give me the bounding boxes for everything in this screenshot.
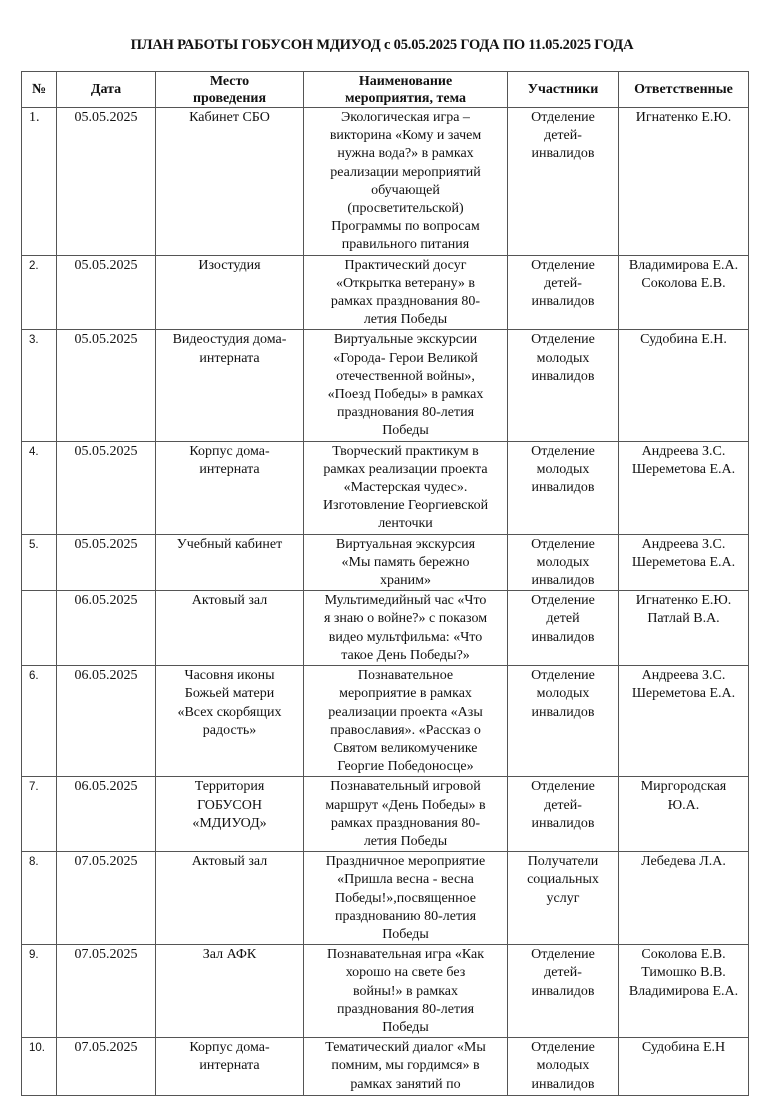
row-responsible	[619, 1038, 749, 1096]
event-line: Познавательное	[357, 668, 454, 684]
responsible-line: Владимирова Е.А.	[628, 257, 739, 273]
row-participants	[508, 945, 619, 1038]
participants-line: детей-	[544, 797, 582, 813]
event-line: я знаю о войне?» с показом	[323, 611, 488, 627]
event-line: войны!» в рамках	[352, 983, 459, 999]
participants-line: молодых	[536, 1058, 590, 1074]
row-number: 3.	[22, 330, 57, 441]
row-date: 06.05.2025	[57, 666, 156, 777]
event-line: Экологическая игра –	[341, 110, 470, 125]
participants-line: инвалидов	[531, 983, 595, 999]
row-participants	[508, 1038, 619, 1096]
event-line: Тематический диалог «Мы	[325, 1040, 486, 1056]
header-num: №	[22, 72, 57, 108]
table-row	[22, 777, 749, 852]
event-line: ленточки	[378, 516, 433, 532]
event-line: Праздничное мероприятие	[325, 854, 486, 870]
event-line: «Поезд Победы» в рамках	[327, 387, 484, 403]
participants-line: детей-	[544, 965, 582, 981]
event-line: «Пришла весна - весна	[337, 872, 474, 888]
participants-line: инвалидов	[531, 294, 595, 310]
responsible-line: Игнатенко Е.Ю.	[635, 593, 732, 609]
event-line: храним»	[379, 573, 432, 589]
place-line: Корпус дома-	[189, 443, 270, 459]
header-participants: Участники	[508, 72, 619, 108]
row-date: 05.05.2025	[57, 108, 156, 256]
responsible-line: Судобина Е.Н.	[640, 332, 727, 348]
responsible-line: Владимирова Е.А.	[628, 983, 739, 999]
row-event	[304, 1038, 508, 1096]
place-line: «МДИУОД»	[192, 815, 267, 831]
place-line: интерната	[199, 461, 260, 477]
place-line: Актовый зал	[191, 593, 268, 609]
participants-line: молодых	[536, 686, 590, 702]
table-body	[22, 108, 749, 1096]
row-participants	[508, 441, 619, 534]
participants-line: инвалидов	[531, 480, 595, 496]
participants-line: детей	[546, 611, 580, 627]
row-place	[156, 1038, 304, 1096]
header-place-line: проведения	[192, 90, 267, 106]
event-line: Познавательный игровой	[330, 779, 481, 795]
place-line: Учебный кабинет	[176, 536, 283, 552]
event-line: Творческий практикум в	[332, 443, 479, 459]
row-responsible	[619, 441, 749, 534]
event-line: празднованию 80-летия	[334, 908, 477, 924]
row-date: 05.05.2025	[57, 534, 156, 591]
event-line: такое День Победы?»	[341, 647, 470, 663]
responsible-line: Игнатенко Е.Ю.	[635, 110, 732, 125]
row-number: 7.	[22, 777, 57, 852]
responsible-line: Соколова Е.В.	[641, 275, 726, 291]
event-line: летия Победы	[363, 833, 448, 849]
table-row	[22, 1038, 749, 1096]
place-line: Божьей матери	[184, 686, 275, 702]
row-number: 5.	[22, 534, 57, 591]
event-line: мероприятие в рамках	[339, 686, 472, 702]
participants-line: инвалидов	[531, 1076, 595, 1092]
table-row	[22, 666, 749, 777]
work-plan-table	[21, 71, 749, 1096]
row-participants	[508, 108, 619, 256]
responsible-line: Миргородская	[640, 779, 727, 795]
participants-line: детей-	[544, 275, 582, 291]
responsible-line: Соколова Е.В.	[641, 947, 726, 963]
place-line: Изостудия	[198, 257, 261, 273]
event-line: хорошо на свете без	[345, 965, 466, 981]
place-line: Зал АФК	[202, 947, 257, 963]
row-number: 1.	[22, 108, 57, 256]
participants-line: инвалидов	[531, 815, 595, 831]
row-place	[156, 591, 304, 666]
place-line: ГОБУСОН	[197, 797, 262, 813]
row-event	[304, 330, 508, 441]
table-row	[22, 945, 749, 1038]
row-place	[156, 255, 304, 330]
row-responsible	[619, 666, 749, 777]
header-event	[304, 72, 508, 108]
event-line: правильного питания	[341, 237, 470, 253]
row-participants	[508, 255, 619, 330]
document-title: ПЛАН РАБОТЫ ГОБУСОН МДИУОД с 05.05.2025 ГОДА ПО 11.05.2025 ГОДА	[130, 37, 634, 53]
event-line: празднования 80-летия	[336, 405, 475, 421]
row-place	[156, 441, 304, 534]
table-row	[22, 108, 749, 256]
place-line: Корпус дома-	[189, 1040, 270, 1056]
event-line: православия». «Рассказ о	[330, 722, 481, 738]
header-date: Дата	[57, 72, 156, 108]
row-participants	[508, 534, 619, 591]
responsible-line: Шереметова Е.А.	[631, 461, 736, 477]
row-date: 05.05.2025	[57, 441, 156, 534]
event-line: Победы!»,посвященное	[334, 890, 477, 906]
header-event-line: Наименование	[358, 73, 453, 89]
place-line: «Всех скорбящих	[177, 704, 282, 720]
table-row	[22, 591, 749, 666]
row-date: 05.05.2025	[57, 330, 156, 441]
event-line: празднования 80-летия	[336, 1001, 475, 1017]
responsible-line: Ю.А.	[667, 797, 700, 813]
table-row	[22, 534, 749, 591]
event-line: реализации проекта «Азы	[328, 704, 483, 720]
place-line: Кабинет СБО	[189, 110, 270, 125]
row-participants	[508, 777, 619, 852]
event-line: Программы по вопросам	[331, 219, 480, 235]
participants-line: социальных	[527, 872, 599, 888]
participants-line: Получатели	[527, 854, 599, 870]
row-event	[304, 255, 508, 330]
event-line: отечественной войны»,	[336, 368, 475, 384]
row-responsible	[619, 108, 749, 256]
event-line: «Мастерская чудес».	[343, 480, 468, 496]
responsible-line: Судобина Е.Н	[641, 1040, 726, 1056]
responsible-line: Патлай В.А.	[647, 611, 720, 627]
row-event	[304, 108, 508, 256]
row-number: 4.	[22, 441, 57, 534]
row-participants	[508, 666, 619, 777]
event-line: рамках занятий по	[350, 1076, 461, 1092]
row-date: 07.05.2025	[57, 1038, 156, 1096]
row-event	[304, 534, 508, 591]
table-header-row	[22, 72, 749, 108]
row-event	[304, 945, 508, 1038]
row-event	[304, 777, 508, 852]
row-place	[156, 666, 304, 777]
event-line: видео мультфильма: «Что	[328, 629, 483, 645]
row-date: 07.05.2025	[57, 852, 156, 945]
row-place	[156, 945, 304, 1038]
event-line: Практический досуг	[344, 257, 467, 273]
row-responsible	[619, 534, 749, 591]
table-row	[22, 255, 749, 330]
participants-line: инвалидов	[531, 146, 595, 162]
row-responsible	[619, 255, 749, 330]
place-line: Актовый зал	[191, 854, 268, 870]
header-place-line: Место	[209, 73, 250, 89]
event-line: реализации мероприятий	[330, 164, 481, 180]
row-event	[304, 441, 508, 534]
participants-line: Отделение	[531, 257, 595, 273]
row-place	[156, 108, 304, 256]
responsible-line: Андреева З.С.	[641, 668, 726, 684]
event-line: викторина «Кому и зачем	[329, 128, 482, 144]
responsible-line: Тимошко В.В.	[641, 965, 726, 981]
row-place	[156, 534, 304, 591]
event-line: Изготовление Георгиевской	[322, 498, 489, 514]
row-date: 07.05.2025	[57, 945, 156, 1038]
event-line: летия Победы	[363, 312, 448, 328]
event-line: «Города- Герои Великой	[333, 350, 478, 366]
participants-line: инвалидов	[531, 629, 595, 645]
participants-line: услуг	[546, 890, 580, 906]
participants-line: Отделение	[531, 332, 595, 348]
row-number: 9.	[22, 945, 57, 1038]
event-line: Георгие Победоносце»	[337, 759, 474, 775]
event-line: «Открытка ветерану» в	[335, 275, 476, 291]
row-responsible	[619, 945, 749, 1038]
participants-line: Отделение	[531, 536, 595, 552]
row-number: 6.	[22, 666, 57, 777]
row-number	[22, 591, 57, 666]
event-line: рамках празднования 80-	[330, 294, 481, 310]
participants-line: Отделение	[531, 443, 595, 459]
event-line: рамках празднования 80-	[330, 815, 481, 831]
row-responsible	[619, 777, 749, 852]
table-row	[22, 330, 749, 441]
place-line: интерната	[199, 1058, 260, 1074]
row-place	[156, 852, 304, 945]
row-responsible	[619, 852, 749, 945]
row-date: 06.05.2025	[57, 777, 156, 852]
place-line: Часовня иконы	[184, 668, 275, 684]
row-date: 05.05.2025	[57, 255, 156, 330]
participants-line: Отделение	[531, 779, 595, 795]
event-line: Мультимедийный час «Что	[324, 593, 487, 609]
participants-line: инвалидов	[531, 368, 595, 384]
participants-line: Отделение	[531, 1040, 595, 1056]
event-line: Виртуальные экскурсии	[333, 332, 478, 348]
table-row	[22, 441, 749, 534]
event-line: Победы	[382, 926, 429, 942]
participants-line: молодых	[536, 350, 590, 366]
row-participants	[508, 591, 619, 666]
participants-line: инвалидов	[531, 704, 595, 720]
participants-line: Отделение	[531, 593, 595, 609]
event-line: Победы	[382, 1019, 429, 1035]
event-line: помним, мы гордимся» в	[331, 1058, 480, 1074]
event-line: рамках реализации проекта	[323, 461, 488, 477]
header-responsible: Ответственные	[619, 72, 749, 108]
participants-line: молодых	[536, 461, 590, 477]
responsible-line: Лебедева Л.А.	[641, 854, 726, 870]
event-line: маршрут «День Победы» в	[325, 797, 486, 813]
participants-line: молодых	[536, 554, 590, 570]
place-line: радость»	[202, 722, 257, 738]
event-line: Познавательная игра «Как	[326, 947, 485, 963]
event-line: (просветительской)	[347, 201, 464, 217]
header-event-line: мероприятия, тема	[344, 90, 467, 106]
participants-line: инвалидов	[531, 573, 595, 589]
row-place	[156, 777, 304, 852]
responsible-line: Андреева З.С.	[641, 536, 726, 552]
table-row	[22, 852, 749, 945]
row-event	[304, 591, 508, 666]
event-line: Победы	[382, 423, 429, 439]
participants-line: Отделение	[531, 110, 595, 125]
row-number: 8.	[22, 852, 57, 945]
responsible-line: Шереметова Е.А.	[631, 686, 736, 702]
row-participants	[508, 852, 619, 945]
row-place	[156, 330, 304, 441]
row-participants	[508, 330, 619, 441]
header-place	[156, 72, 304, 108]
responsible-line: Шереметова Е.А.	[631, 554, 736, 570]
row-number: 2.	[22, 255, 57, 330]
row-event	[304, 666, 508, 777]
event-line: Святом великомученике	[333, 740, 478, 756]
event-line: обучающей	[371, 182, 440, 198]
place-line: Территория	[194, 779, 265, 795]
row-date: 06.05.2025	[57, 591, 156, 666]
event-line: нужна вода?» в рамках	[337, 146, 474, 162]
place-line: Видеостудия дома-	[172, 332, 287, 348]
row-responsible	[619, 591, 749, 666]
responsible-line: Андреева З.С.	[641, 443, 726, 459]
participants-line: Отделение	[531, 947, 595, 963]
row-number: 10.	[22, 1038, 57, 1096]
row-responsible	[619, 330, 749, 441]
participants-line: детей-	[544, 128, 582, 144]
place-line: интерната	[199, 350, 260, 366]
event-line: «Мы память бережно	[341, 554, 470, 570]
event-line: Виртуальная экскурсия	[335, 536, 476, 552]
participants-line: Отделение	[531, 668, 595, 684]
row-event	[304, 852, 508, 945]
